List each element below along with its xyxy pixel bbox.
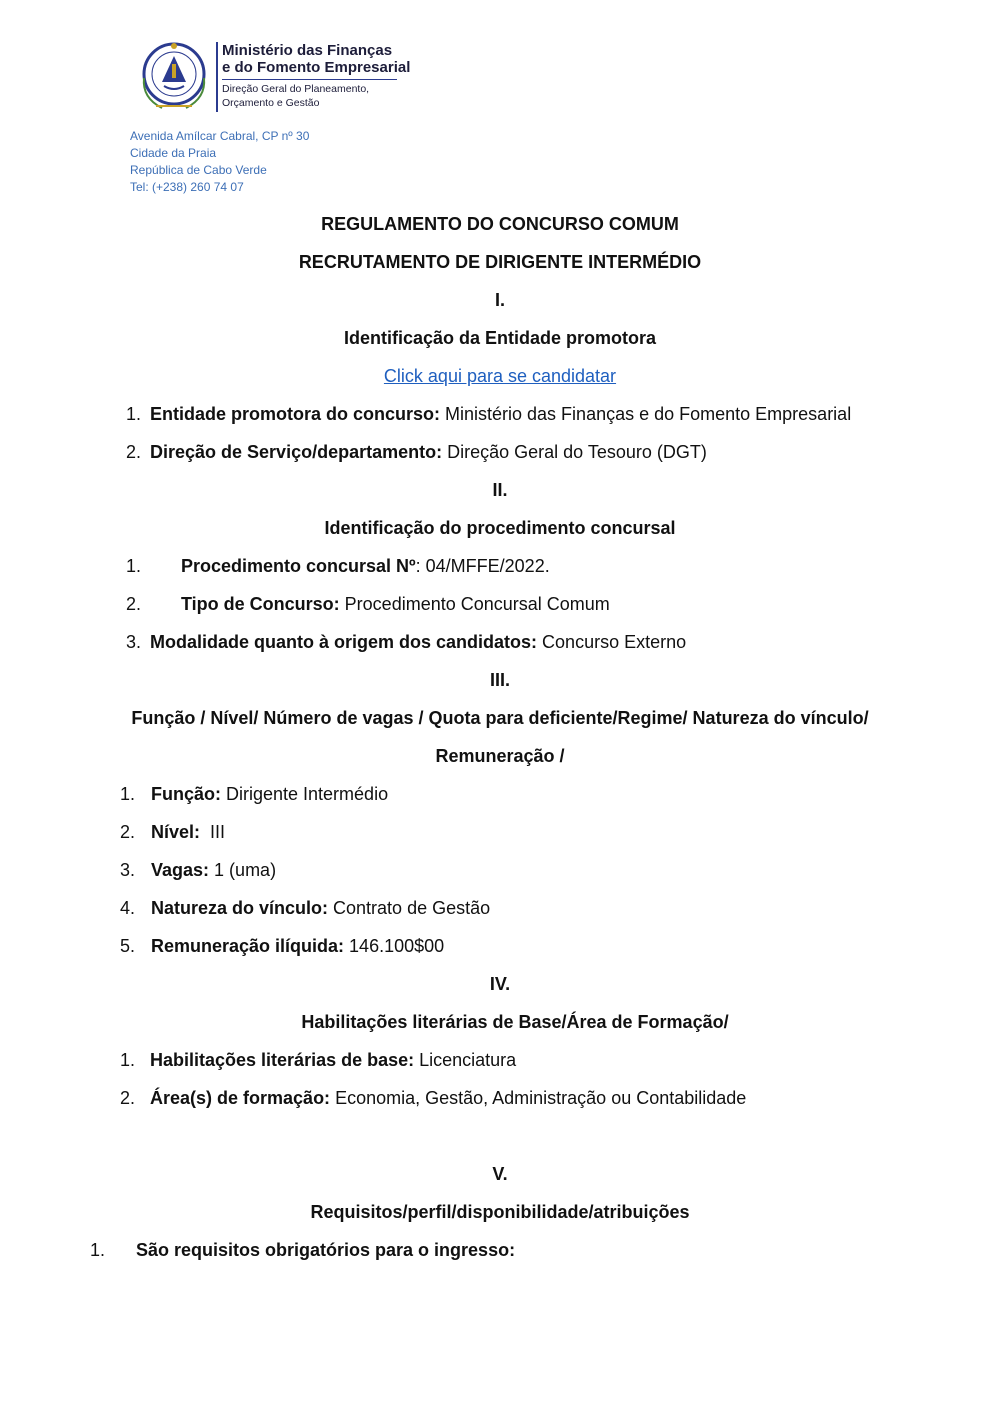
list-item bbox=[181, 594, 610, 615]
item-label: Vagas: bbox=[151, 860, 210, 880]
item-label: Área(s) de formação: bbox=[150, 1088, 331, 1108]
item-value: Concurso Externo bbox=[537, 632, 687, 652]
address-line: República de Cabo Verde bbox=[130, 163, 267, 177]
brand-divider bbox=[216, 42, 218, 112]
section-numeral: II. bbox=[492, 480, 508, 500]
item-value: Contrato de Gestão bbox=[328, 898, 491, 918]
item-value: 146.100$00 bbox=[344, 936, 445, 956]
item-label: Procedimento concursal Nº bbox=[181, 556, 416, 576]
list-item bbox=[151, 822, 225, 843]
address-line: Avenida Amílcar Cabral, CP nº 30 bbox=[130, 129, 310, 143]
address-phone: Tel: (+238) 260 74 07 bbox=[130, 180, 244, 194]
list-item bbox=[151, 860, 276, 881]
item-number: 1. bbox=[90, 1240, 106, 1260]
address-line: Cidade da Praia bbox=[130, 146, 217, 160]
item-label: Nível: bbox=[151, 822, 201, 842]
item-value: : 04/MFFE/2022. bbox=[415, 556, 550, 576]
item-value: Direção Geral do Tesouro (DGT) bbox=[442, 442, 707, 462]
cabo-verde-emblem-icon bbox=[136, 38, 212, 114]
item-label: Direção de Serviço/departamento: bbox=[150, 442, 443, 462]
ministry-name: Ministério das Finanças e do Fomento Empresarial bbox=[222, 42, 411, 76]
item-number: 1. bbox=[126, 556, 142, 576]
list-item bbox=[181, 556, 550, 577]
ministry-header bbox=[136, 38, 436, 118]
section-title: Habilitações literárias de Base/Área de Formação/ bbox=[301, 1012, 729, 1032]
list-item bbox=[151, 936, 444, 957]
item-number: 4. bbox=[120, 898, 136, 918]
item-label: São requisitos obrigatórios para o ingresso: bbox=[136, 1240, 516, 1260]
directorate-name: Direção Geral do Planeamento, Orçamento e Gestão bbox=[222, 83, 370, 109]
item-value: Economia, Gestão, Administração ou Contabilidade bbox=[330, 1088, 747, 1108]
item-number: 3. bbox=[126, 632, 142, 652]
item-number: 1. bbox=[120, 784, 136, 804]
item-value: Ministério das Finanças e do Fomento Empresarial bbox=[440, 404, 852, 424]
ministry-rule bbox=[222, 79, 397, 80]
apply-link[interactable]: Click aqui para se candidatar bbox=[383, 366, 617, 386]
list-item bbox=[150, 404, 851, 425]
document-subtitle: RECRUTAMENTO DE DIRIGENTE INTERMÉDIO bbox=[298, 252, 702, 272]
item-number: 1. bbox=[120, 1050, 136, 1070]
list-item bbox=[150, 442, 707, 463]
item-label: Remuneração ilíquida: bbox=[151, 936, 345, 956]
section-title: Identificação da Entidade promotora bbox=[343, 328, 657, 348]
item-number: 3. bbox=[120, 860, 136, 880]
item-label: Função: bbox=[151, 784, 221, 804]
list-item bbox=[151, 784, 388, 805]
section-title: Identificação do procedimento concursal bbox=[324, 518, 676, 538]
item-value: Dirigente Intermédio bbox=[221, 784, 389, 804]
item-number: 5. bbox=[120, 936, 136, 956]
section-title-continued: Remuneração / bbox=[435, 746, 565, 766]
item-label: Natureza do vínculo: bbox=[151, 898, 329, 918]
section-title: Requisitos/perfil/disponibilidade/atribuições bbox=[310, 1202, 690, 1222]
item-value: Procedimento Concursal Comum bbox=[339, 594, 610, 614]
item-number: 2. bbox=[126, 442, 142, 462]
document-title: REGULAMENTO DO CONCURSO COMUM bbox=[321, 214, 679, 234]
list-item bbox=[150, 1050, 516, 1071]
section-title: Função / Nível/ Número de vagas / Quota para deficiente/Regime/ Natureza do vínculo/ bbox=[131, 708, 869, 728]
item-number: 2. bbox=[120, 822, 136, 842]
list-item bbox=[151, 898, 490, 919]
section-numeral: I. bbox=[494, 290, 505, 310]
item-label: Modalidade quanto à origem dos candidatos: bbox=[150, 632, 538, 652]
section-numeral: III. bbox=[489, 670, 510, 690]
item-number: 2. bbox=[126, 594, 142, 614]
section-numeral: IV. bbox=[489, 974, 511, 994]
list-item bbox=[150, 632, 686, 653]
item-value: III bbox=[200, 822, 226, 842]
list-item bbox=[136, 1240, 515, 1261]
item-number: 2. bbox=[120, 1088, 136, 1108]
item-value: 1 (uma) bbox=[209, 860, 277, 880]
item-label: Habilitações literárias de base: bbox=[150, 1050, 415, 1070]
item-number: 1. bbox=[126, 404, 142, 424]
list-item bbox=[150, 1088, 746, 1109]
item-label: Tipo de Concurso: bbox=[181, 594, 340, 614]
address-block bbox=[130, 128, 309, 196]
section-numeral: V. bbox=[492, 1164, 508, 1184]
item-label: Entidade promotora do concurso: bbox=[150, 404, 441, 424]
item-value: Licenciatura bbox=[414, 1050, 517, 1070]
